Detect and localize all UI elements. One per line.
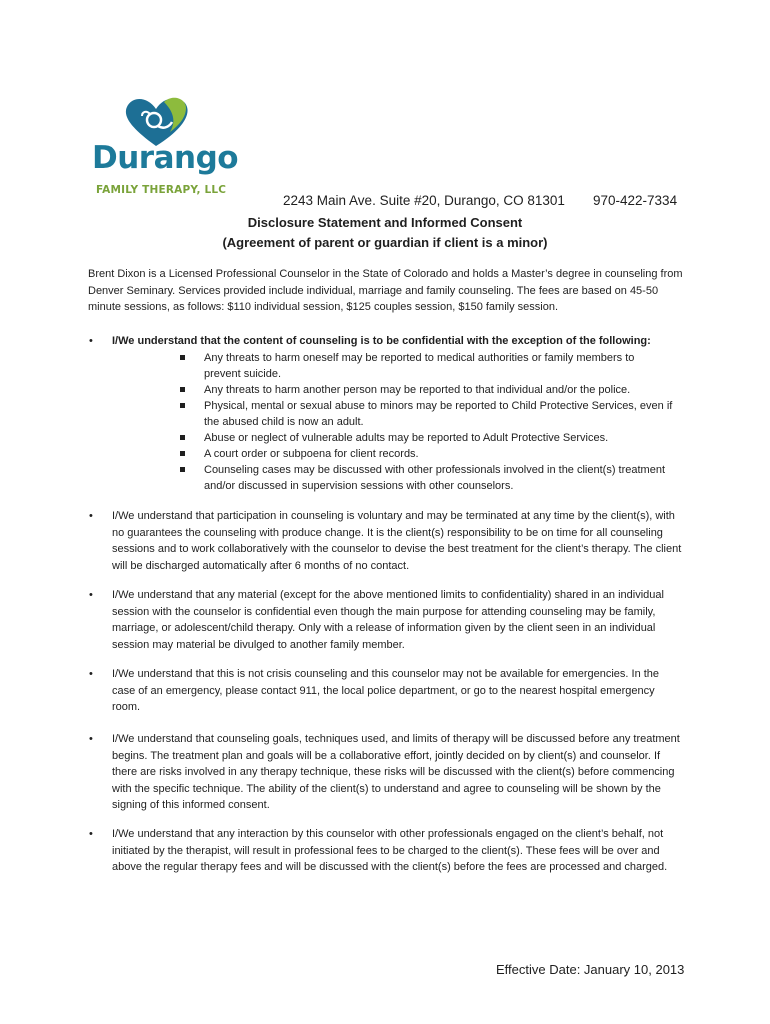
logo-subtitle: FAMILY THERAPY, LLC [96,184,227,196]
statement-text: I/We understand that this is not crisis counseling and this counselor may not be available for emergencies. In the case of an emergency, please contact 911, the local police department, or go to the nearest hospital emergency room. [112,668,660,713]
logo-name: Durango [92,140,239,176]
document-title: Disclosure Statement and Informed Consent [247,215,523,230]
square-bullet-icon [180,403,185,408]
exception-text: Abuse or neglect of vulnerable adults may be reported to Adult Protective Services. [204,432,609,444]
office-address: 2243 Main Ave. Suite #20, Durango, CO 81301 [283,193,565,208]
bullet-icon: • [89,828,93,840]
square-bullet-icon [180,387,185,392]
bullet-icon: • [89,733,93,745]
square-bullet-icon [180,355,185,360]
confidentiality-heading: I/We understand that the content of counseling is to be confidential with the exception of the following: [112,335,651,347]
square-bullet-icon [180,435,185,440]
document-subtitle: (Agreement of parent or guardian if client is a minor) [222,235,548,250]
exception-text: Counseling cases may be discussed with other professionals involved in the client(s) treatment and/or discussed in supervision sessions with other counselors. [204,464,666,492]
bullet-icon: • [89,668,93,680]
durango-family-therapy-logo [92,96,239,200]
statement-text: I/We understand that any interaction by this counselor with other professionals engaged on the client’s behalf, not initiated by the therapist, will result in professional fees to be charged to the client(s). These fees will be over and above the regular therapy fees and will be discussed with the client(s) before the fees are processed and charged. [112,828,668,873]
exception-text: Any threats to harm another person may be reported to that individual and/or the police. [204,384,631,396]
square-bullet-icon [180,451,185,456]
exception-text: Physical, mental or sexual abuse to minors may be reported to Child Protective Services, even if the abused child is now an adult. [204,400,673,428]
bullet-icon: • [89,589,93,601]
exception-text: A court order or subpoena for client records. [204,448,419,460]
statement-text: I/We understand that counseling goals, techniques used, and limits of therapy will be discussed before any treatment begins. The treatment plan and goals will be a collaborative effort, jointly decided on by client(s) and counselor. If there are risks involved in any therapy technique, these risks will be discussed with the client(s) before commencing with the specific technique. The ability of the client(s) to understand and agree to counseling will be shown by the signing of this informed consent. [112,733,680,811]
effective-date: Effective Date: January 10, 2013 [496,962,685,977]
bullet-icon: • [89,335,93,347]
statement-text: I/We understand that any material (except for the above mentioned limits to confidentiality) shared in an individual session with the counselor is confidential even though the main purpose for attending counseling may be family, marriage, or adolescent/child therapy. Only with a release of information given by the client seen in an individual session may material be divulged to another family member. [112,589,664,651]
statement-text: I/We understand that participation in counseling is voluntary and may be terminated at any time by the client(s), with no guarantees the counseling with produce change. It is the client(s) responsibility to be on time for all counseling sessions and to work collaboratively with the counselor to devise the best treatment for the client’s therapy. The client will be discharged automatically after 6 months of no contact. [112,510,682,572]
exception-text: Any threats to harm oneself may be reported to medical authorities or family members to prevent suicide. [204,352,635,380]
office-phone: 970-422-7334 [593,193,678,208]
intro-paragraph: Brent Dixon is a Licensed Professional Counselor in the State of Colorado and holds a Master’s degree in counseling from Denver Seminary. Services provided include individual, marriage and family counseling. The fees are based on 45-50 minute sessions, as follows: $110 individual session, $125 couples session, $150 family session. [88,268,683,313]
bullet-icon: • [89,510,93,522]
square-bullet-icon [180,467,185,472]
